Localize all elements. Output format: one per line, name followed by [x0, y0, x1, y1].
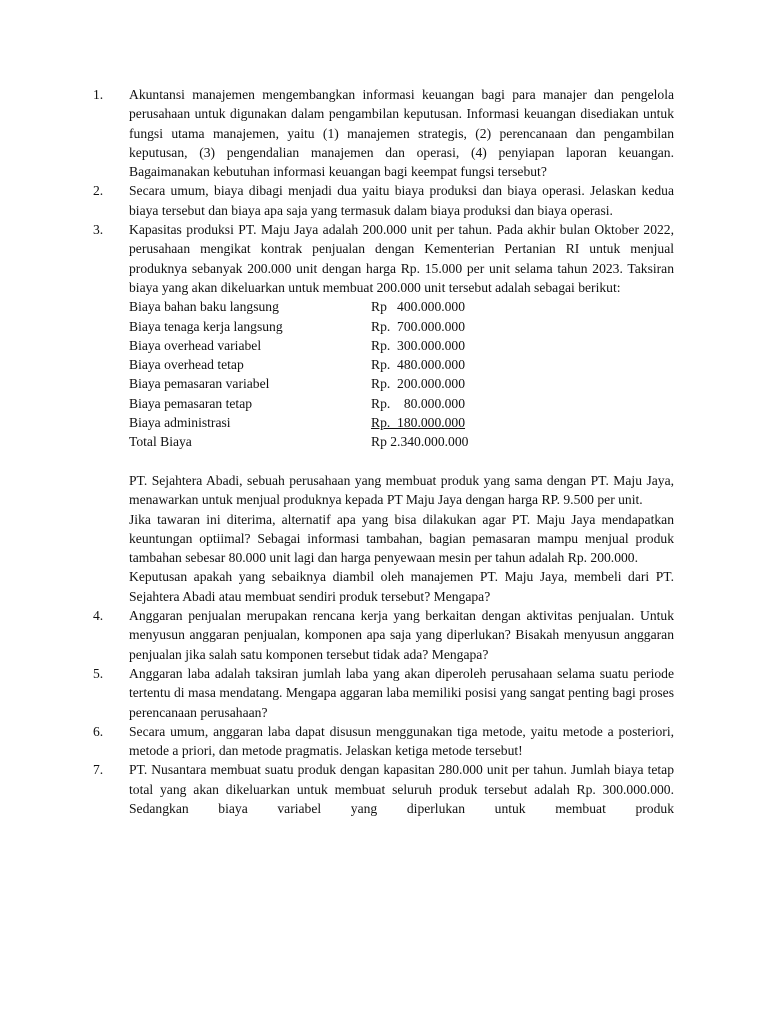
question-text: Secara umum, anggaran laba dapat disusun menggunakan tiga metode, yaitu metode a posteriori, metode a priori, dan metode pragmatis. Jelaskan ketiga metode tersebut! — [129, 723, 674, 759]
question-6 — [0, 722, 674, 761]
cost-amount: Rp. 480.000.000 — [371, 357, 466, 373]
question-1 — [0, 85, 674, 181]
question-text: Keputusan apakah yang sebaiknya diambil oleh manajemen PT. Maju Jaya, membeli dari PT. Sejahtera Abadi atau membuat sendiri produk tersebut? Mengapa? — [129, 569, 674, 604]
cost-table — [129, 297, 468, 451]
cost-label: Biaya administrasi — [129, 415, 231, 431]
cost-amount: Rp. 200.000.000 — [371, 376, 466, 392]
cost-amount: Rp. 300.000.000 — [371, 337, 466, 353]
question-4 — [0, 606, 674, 664]
question-number: 1. — [93, 87, 104, 102]
question-number: 4. — [93, 608, 104, 624]
cost-amount-underlined: Rp. 180.000.000 — [371, 415, 466, 431]
question-2 — [0, 181, 674, 220]
question-number: 3. — [93, 222, 104, 238]
cost-total-amount: Rp 2.340.000.000 — [371, 434, 469, 450]
question-text: Anggaran penjualan merupakan rencana kerja yang berkaitan dengan aktivitas penjualan. Untuk menyusun anggaran penjualan, komponen apa saja yang diperlukan? Bisakah menyusun anggaran penjualan jika salah satu komponen tersebut tidak ada? Mengapa? — [129, 608, 674, 662]
question-5 — [0, 664, 674, 722]
question-text: Secara umum, biaya dibagi menjadi dua yaitu biaya produksi dan biaya operasi. Jelaskan kedua biaya tersebut dan biaya apa saja yang termasuk dalam biaya produksi dan biaya operasi. — [129, 183, 674, 218]
question-text: Kapasitas produksi PT. Maju Jaya adalah 200.000 unit per tahun. Pada akhir bulan Oktober 2022, perusahaan mengikat kontrak penjualan dengan Kementerian Pertanian RI untuk menjual produknya sebanyak 200.000 unit dengan harga Rp. 15.000 per unit selama tahun 2023. Taksiran biaya yang akan dikeluarkan untuk membuat 200.000 unit tersebut adalah sebagai berikut: — [129, 222, 674, 295]
question-number: 7. — [93, 762, 104, 778]
question-3 — [0, 220, 674, 606]
cost-total-label: Total Biaya — [129, 434, 192, 450]
cost-amount: Rp. 80.000.000 — [371, 395, 466, 411]
cost-amount: Rp 400.000.000 — [371, 299, 466, 315]
question-text: Jika tawaran ini diterima, alternatif apa yang bisa dilakukan agar PT. Maju Jaya mendapatkan keuntungan optiimal? Sebagai informasi tambahan, bagian pemasaran mampu menjual produk tambahan sebesar 80.000 unit lagi dan harga penyewaan mesin per tahun adalah Rp. 200.000. — [129, 511, 674, 566]
cost-label: Biaya tenaga kerja langsung — [129, 318, 283, 334]
cost-row — [129, 394, 468, 413]
question-number: 5. — [93, 665, 104, 681]
question-text: Akuntansi manajemen mengembangkan informasi keuangan bagi para manajer dan pengelola perusahaan untuk digunakan dalam pengambilan keputusan. Informasi keuangan disediakan untuk fungsi utama manajemen, yaitu (1) manajemen strategis, (2) perencanaan dan pengambilan keputusan, (3) pengendalian manajemen dan operasi, (4) penyiapan laporan keuangan. Bagaimanakan kebutuhan informasi keuangan bagi keempat fungsi tersebut? — [129, 87, 674, 180]
cost-label: Biaya overhead tetap — [129, 357, 244, 373]
cost-row — [129, 317, 468, 336]
cost-total-row — [129, 432, 468, 451]
cost-row — [129, 336, 468, 355]
cost-label: Biaya pemasaran tetap — [129, 395, 253, 411]
cost-row — [129, 374, 468, 393]
cost-row — [129, 413, 468, 432]
cost-amount — [371, 413, 468, 432]
cost-label: Biaya pemasaran variabel — [129, 376, 270, 392]
cost-label: Biaya overhead variabel — [129, 337, 262, 353]
question-7 — [0, 760, 674, 818]
question-text: Anggaran laba adalah taksiran jumlah laba yang akan diperoleh perusahaan selama suatu periode tertentu di masa mendatang. Mengapa aggaran laba memiliki posisi yang sangat penting bagi proses perencanaan perusahaan? — [129, 665, 674, 720]
cost-label: Biaya bahan baku langsung — [129, 299, 279, 315]
cost-row — [129, 297, 468, 316]
cost-amount: Rp. 700.000.000 — [371, 318, 466, 334]
question-text: PT. Nusantara membuat suatu produk dengan kapasitan 280.000 unit per tahun. Jumlah biaya tetap total yang akan dikeluarkan untuk membuat seluruh produk tersebut adalah Rp. 300.000.000. Sedangkan biaya variabel yang diperlukan untuk membuat produk — [129, 762, 674, 816]
question-number: 2. — [93, 183, 104, 199]
spacer — [129, 452, 674, 471]
question-text: PT. Sejahtera Abadi, sebuah perusahaan yang membuat produk yang sama dengan PT. Maju Jaya, menawarkan untuk menjual produknya kepada PT Maju Jaya dengan harga RP. 9.500 per unit. — [129, 472, 674, 508]
cost-row — [129, 355, 468, 374]
question-number: 6. — [93, 723, 104, 739]
document-page — [0, 85, 768, 818]
